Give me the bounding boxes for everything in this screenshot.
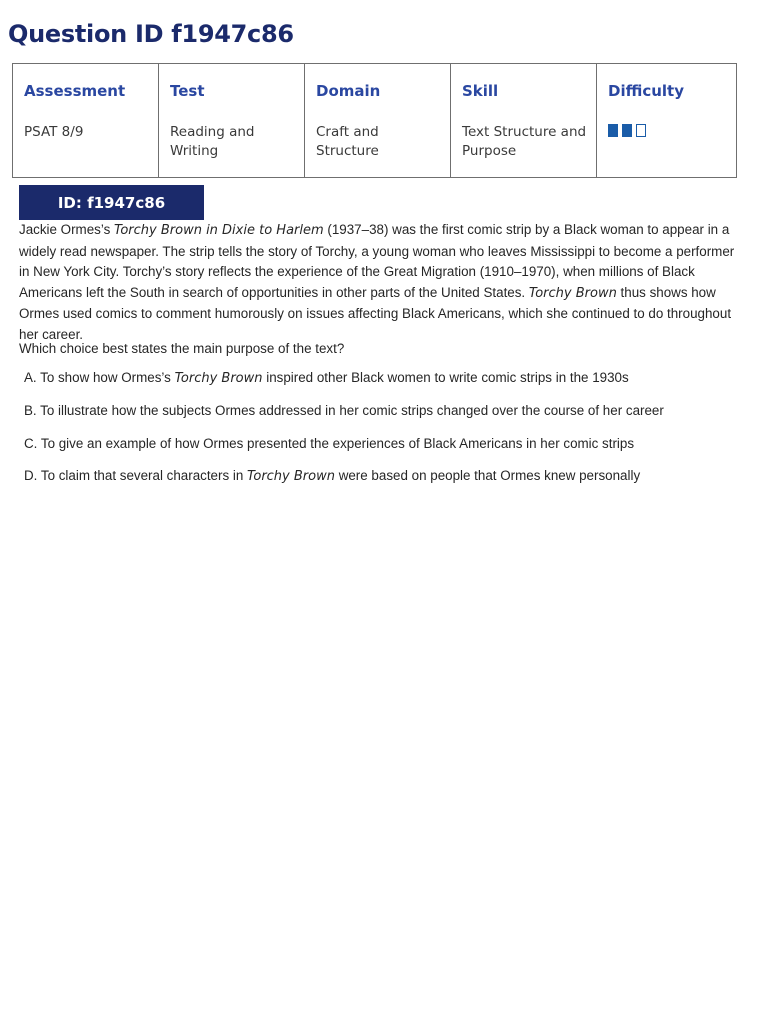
choice-c[interactable] [24, 434, 664, 454]
passage-title-italic: Torchy Brown [528, 285, 617, 301]
skill-value: Text Structure and Purpose [462, 124, 587, 159]
choice-a-text: A. To show how Ormes’s [24, 370, 175, 385]
question-id-badge: ID: f1947c86 [19, 185, 204, 220]
assessment-cell [13, 64, 159, 178]
choice-d[interactable] [24, 466, 664, 486]
choice-c-text: C. To give an example of how Ormes presented the experiences of Black Americans in her comic strips [24, 435, 635, 451]
domain-cell [305, 64, 451, 178]
test-value: Reading and Writing [170, 124, 255, 159]
skill-cell [451, 64, 597, 178]
passage-segment: (1937–38) was the first comic strip by a Black woman to appear in a widely read newspaper. The strip tells the story of Torchy, a young woman who leaves Mississippi to become a performer in New York City. Torchy’s story reflects the experience of the Great Migration (1910–1970), when millions of Black Americans left the South in search of opportunities in other parts of the United States. [19, 222, 735, 300]
choice-a-text-end: inspired other Black women to write comic strips in the 1930s [262, 370, 629, 385]
assessment-value: PSAT 8/9 [24, 124, 84, 140]
difficulty-indicator [608, 124, 728, 137]
choice-a-italic: Torchy Brown [174, 371, 263, 386]
choice-d-text-end: were based on people that Ormes knew personally [334, 468, 641, 484]
difficulty-heading: Difficulty [608, 82, 684, 100]
difficulty-box-empty [636, 124, 646, 137]
question-stem: Which choice best states the main purpose of the text? [19, 341, 345, 356]
page-title: Question ID f1947c86 [8, 20, 294, 48]
choice-b-text: B. To illustrate how the subjects Ormes addressed in her comic strips changed over the course of her career [24, 402, 664, 418]
domain-value: Craft and Structure [316, 124, 379, 159]
passage-text [19, 220, 741, 346]
assessment-heading: Assessment [24, 82, 126, 100]
passage-segment: Jackie Ormes’s [19, 222, 114, 237]
skill-heading: Skill [462, 82, 499, 100]
choice-a[interactable] [24, 368, 664, 388]
passage-segment: thus shows how Ormes used comics to comment humorously on issues affecting Black Americans, which she continued to do throughout her career. [19, 284, 732, 342]
question-metadata-table [12, 63, 737, 178]
passage-title-italic: Torchy Brown in Dixie to Harlem [114, 223, 324, 238]
choice-d-text: D. To claim that several characters in [24, 468, 248, 484]
choice-d-italic: Torchy Brown [247, 469, 335, 485]
choice-b[interactable] [24, 401, 664, 421]
test-heading: Test [170, 82, 205, 100]
difficulty-box-filled [608, 124, 618, 137]
difficulty-cell [597, 64, 737, 178]
difficulty-box-filled [622, 124, 632, 137]
test-cell [159, 64, 305, 178]
answer-choices [24, 368, 664, 499]
domain-heading: Domain [316, 82, 381, 100]
